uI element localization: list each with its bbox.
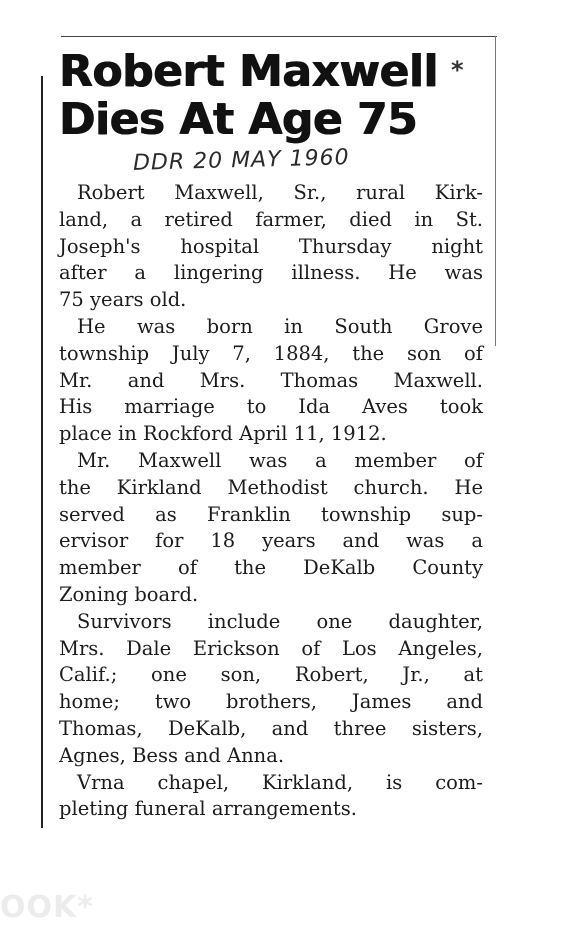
article-line: Mr. and Mrs. Thomas Maxwell. (59, 368, 483, 392)
article-line: Zoning board. (59, 582, 199, 606)
article-line: Calif.; one son, Robert, Jr., at (59, 663, 483, 687)
article-line: land, a retired farmer, died in St. (59, 207, 483, 231)
left-border (41, 76, 43, 828)
article-line: His marriage to Ida Aves took (59, 395, 483, 419)
article-line: Thomas, DeKalb, and three sisters, (59, 716, 483, 740)
article-line: Joseph's hospital Thursday night (59, 234, 483, 258)
article-line: home; two brothers, James and (59, 690, 483, 714)
article-line: pleting funeral arrangements. (59, 797, 357, 821)
article-line: ervisor for 18 years and was a (59, 529, 483, 553)
watermark: OOK* (0, 890, 94, 925)
headline-line-1: Robert Maxwell (59, 46, 439, 97)
article-line: the Kirkland Methodist church. He (59, 475, 483, 499)
article-line: Robert Maxwell, Sr., rural Kirk- (77, 181, 483, 204)
newspaper-clipping (41, 36, 497, 828)
article-line: Survivors include one daughter, (77, 609, 483, 633)
article-line: He was born in South Grove (77, 314, 483, 338)
article-line: served as Franklin township sup- (59, 502, 483, 526)
article-line: 75 years old. (59, 288, 187, 312)
article-line: Agnes, Bess and Anna. (59, 743, 285, 767)
article-line: Mrs. Dale Erickson of Los Angeles, (59, 636, 483, 660)
article-line: Vrna chapel, Kirkland, is com- (77, 770, 483, 794)
article-body (59, 180, 483, 823)
article-line: Mr. Maxwell was a member of (77, 448, 483, 472)
article-line: township July 7, 1884, the son of (59, 341, 483, 365)
star-mark: * (451, 56, 464, 84)
top-border (61, 36, 497, 37)
article-line: place in Rockford April 11, 1912. (59, 422, 387, 446)
handwritten-date-note: DDR 20 MAY 1960 (132, 145, 350, 176)
headline (59, 48, 499, 144)
article-line: after a lingering illness. He was (59, 261, 483, 285)
article-line: member of the DeKalb County (59, 556, 483, 580)
headline-line-2: Dies At Age 75 (59, 94, 418, 145)
